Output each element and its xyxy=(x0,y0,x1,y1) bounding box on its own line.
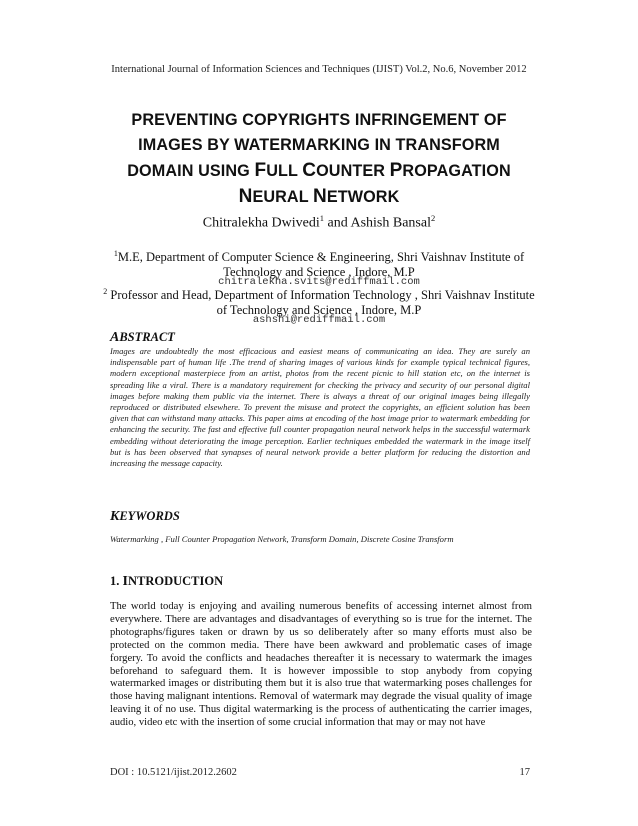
paper-title xyxy=(100,108,538,210)
title-line-3: DOMAIN USING FULL COUNTER PROPAGATION xyxy=(127,160,511,181)
introduction-body: The world today is enjoying and availing numerous benefits of accessing internet almost from everywhere. There are advantages and disadvantages of everything so is true for the internet. The photographs/figures taken or drawn by us so deliberately after so many efforts must also be protected on the common media. There have been awkward and problematic cases of image forgery. To avoid the conflicts and headaches thereafter it is necessary to watermark the images beforehand to safeguard them. It is however impossible to stop anybody from copying watermarked images or distributing them but it is also true that watermarking poses challenges for those having malignant intentions. Removal of watermark may degrade the visual quality of image leaving it of no use. Thus digital watermarking is the process of authenticating the carrier images, audio, video etc with the insertion of some crucial information that may or may not have xyxy=(110,601,532,729)
abstract-heading: ABSTRACT xyxy=(110,330,175,345)
introduction-heading: 1. INTRODUCTION xyxy=(110,574,224,589)
title-line-2: IMAGES BY WATERMARKING IN TRANSFORM xyxy=(138,136,500,154)
keywords-heading: KEYWORDS xyxy=(110,509,180,524)
abstract-body: Images are undoubtedly the most efficacious and easiest means of communicating an idea. They are surely an indispensable part of human life .The trend of sharing images of various kinds for example typical technical figures, modern exceptional masterpiece from an artist, photos from the recent picnic to hill station etc, on the internet is spreading like a viral. There is a mandatory requirement for checking the privacy and security of our personal digital images before making them public via the internet. There is always a threat of our original images being illegally reproduced or distributed elsewhere. To prevent the misuse and protect the copyrights, an efficient solution has been given that can withstand many attacks. This paper aims at encoding of the host image prior to watermark embedding for enhancing the security. The fast and effective full counter propagation neural network helps in the successful watermark embedding without deteriorating the image perception. Earlier techniques embedded the watermark in the image itself but is has been observed that synapses of neural network provide a better platform for reducing the distortion and increasing the message capacity. xyxy=(110,346,530,469)
title-line-4: NEURAL NETWORK xyxy=(238,186,400,207)
affiliation-1-sup: 1 xyxy=(113,249,118,258)
author-1-sup: 1 xyxy=(319,213,325,223)
affiliation-1-line-2: Technology and Science , Indore, M.P xyxy=(223,265,415,280)
author-line xyxy=(0,213,638,232)
author-2-sup: 2 xyxy=(430,213,436,223)
affiliation-2-line-2: of Technology and Science , Indore, M.P xyxy=(216,303,422,318)
running-head: International Journal of Information Sciences and Techniques (IJIST) Vol.2, No.6, November 2012 xyxy=(111,64,527,75)
affiliation-2-email: ashshi@rediffmail.com xyxy=(252,314,386,326)
author-2-name: Ashish Bansal xyxy=(350,215,431,231)
author-1-name: Chitralekha Dwivedi xyxy=(202,215,320,231)
page-number: 17 xyxy=(519,767,530,778)
affiliation-1-line-1: M.E, Department of Computer Science & Engineering, Shri Vaishnav Institute of xyxy=(117,250,525,265)
title-line-1: PREVENTING COPYRIGHTS INFRINGEMENT OF xyxy=(131,111,507,129)
affiliation-2-line-1: Professor and Head, Department of Information Technology , Shri Vaishnav Institute xyxy=(107,288,535,303)
affiliation-2-sup: 2 xyxy=(103,287,108,296)
affiliation-1-email: chitralekha.svits@rediffmail.com xyxy=(218,276,420,288)
keywords-list: Watermarking , Full Counter Propagation Network, Transform Domain, Discrete Cosine Transform xyxy=(110,534,454,544)
footer-doi: DOI : 10.5121/ijist.2012.2602 xyxy=(110,767,237,778)
authors-and: and xyxy=(324,215,351,231)
